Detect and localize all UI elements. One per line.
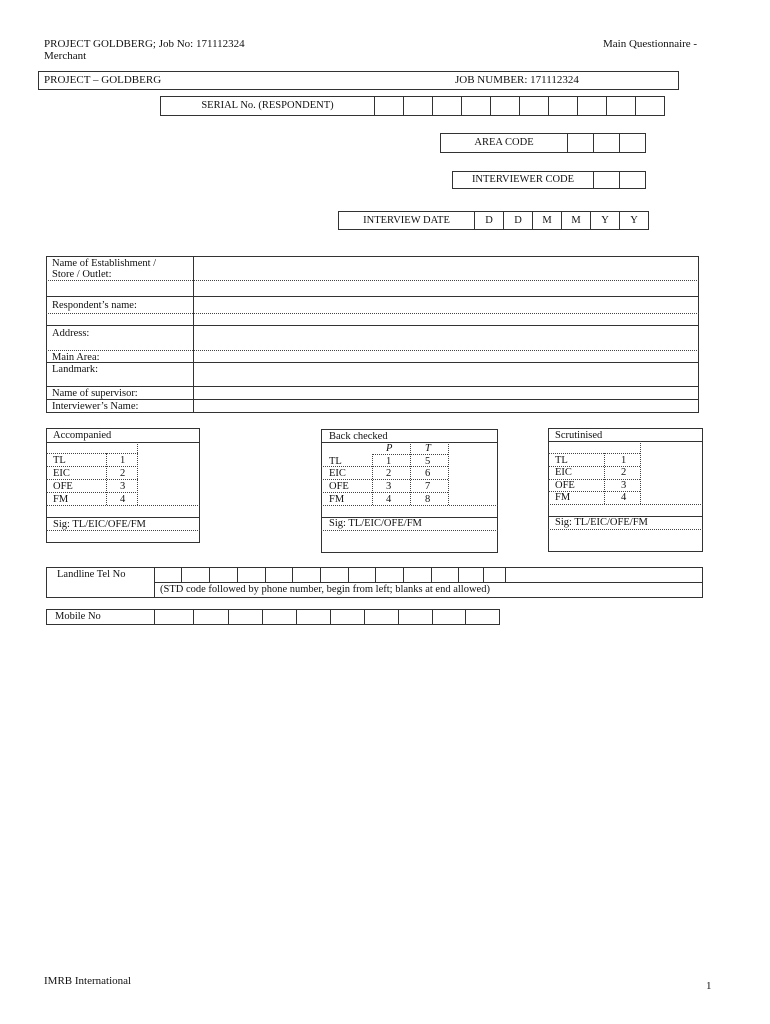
serial-digit-box[interactable] <box>461 96 491 116</box>
interview-date-box[interactable]: M <box>561 211 591 230</box>
back-checked-p: 3 <box>386 481 392 492</box>
serial-digit-box[interactable] <box>432 96 462 116</box>
landline-digit-box[interactable] <box>459 567 484 582</box>
landline-digit-box[interactable] <box>266 567 293 582</box>
back-checked-title: Back checked <box>329 431 388 442</box>
landmark-field[interactable] <box>194 363 698 386</box>
serial-digit-box[interactable] <box>577 96 607 116</box>
respondent-name-label: Respondent’s name: <box>52 300 137 311</box>
back-checked-code: TL <box>329 456 342 467</box>
landline-digit-box[interactable] <box>154 567 182 582</box>
landline-digit-box[interactable] <box>484 567 506 582</box>
scrutinised-title: Scrutinised <box>555 430 603 441</box>
interview-date-box[interactable]: D <box>474 211 504 230</box>
serial-label: SERIAL No. (RESPONDENT) <box>160 96 375 116</box>
supervisor-label: Name of supervisor: <box>52 388 138 399</box>
establishment-label-1: Name of Establishment / <box>52 258 157 269</box>
accompanied-code: OFE <box>53 481 73 492</box>
landmark-label: Landmark: <box>52 364 99 375</box>
respondent-name-field[interactable] <box>194 297 698 313</box>
interview-date-label: INTERVIEW DATE <box>338 211 475 230</box>
accompanied-code: EIC <box>53 468 70 479</box>
mobile-digit-box[interactable] <box>364 609 398 625</box>
main-area-label: Main Area: <box>52 352 100 363</box>
serial-digit-box[interactable] <box>403 96 433 116</box>
interview-date-box[interactable]: D <box>503 211 533 230</box>
back-checked-p-header: P <box>386 443 393 454</box>
interviewer-name-label: Interviewer’s Name: <box>52 401 139 412</box>
back-checked-code: FM <box>329 494 345 505</box>
scrutinised-code: FM <box>555 492 571 503</box>
landline-digit-box[interactable] <box>404 567 432 582</box>
address-label: Address: <box>52 328 90 339</box>
landline-digit-box[interactable] <box>349 567 376 582</box>
area-code-digit-box[interactable] <box>567 133 594 153</box>
landline-digit-box[interactable] <box>182 567 210 582</box>
back-checked-t: 6 <box>425 468 431 479</box>
landline-digit-box[interactable] <box>432 567 459 582</box>
back-checked-code: OFE <box>329 481 349 492</box>
accompanied-num: 1 <box>120 455 126 466</box>
std-code-note: (STD code followed by phone number, begin from left; blanks at end allowed) <box>160 584 490 595</box>
back-checked-t-header: T <box>425 443 431 454</box>
accompanied-code: TL <box>53 455 66 466</box>
mobile-digit-box[interactable] <box>398 609 432 625</box>
landline-digit-box[interactable] <box>210 567 238 582</box>
accompanied-num: 4 <box>120 494 126 505</box>
landline-digit-box[interactable] <box>293 567 321 582</box>
back-checked-code: EIC <box>329 468 346 479</box>
scrutinised-signature-label: Sig: TL/EIC/OFE/FM <box>555 517 648 528</box>
header-title: PROJECT GOLDBERG; Job No: 171112324 <box>44 38 245 50</box>
interviewer-code-label: INTERVIEWER CODE <box>452 171 594 189</box>
interview-date-box[interactable]: Y <box>590 211 620 230</box>
interview-date-box[interactable]: M <box>532 211 562 230</box>
landline-digit-box[interactable] <box>321 567 349 582</box>
serial-digit-box[interactable] <box>635 96 665 116</box>
project-bar <box>38 71 679 90</box>
back-checked-t: 8 <box>425 494 431 505</box>
accompanied-num: 2 <box>120 468 126 479</box>
back-checked-p: 2 <box>386 468 392 479</box>
interviewer-name-field[interactable] <box>194 400 698 412</box>
mobile-digit-box[interactable] <box>154 609 193 625</box>
scrutinised-code: OFE <box>555 480 575 491</box>
mobile-digit-box[interactable] <box>499 609 500 625</box>
area-code-label: AREA CODE <box>440 133 568 153</box>
back-checked-t: 5 <box>425 456 431 467</box>
scrutinised-num: 4 <box>621 492 627 503</box>
project-name: PROJECT – GOLDBERG <box>44 74 162 86</box>
address-field[interactable] <box>194 326 698 350</box>
back-checked-t: 7 <box>425 481 431 492</box>
mobile-digit-box[interactable] <box>262 609 296 625</box>
header-subtitle: Merchant <box>44 50 87 62</box>
mobile-digit-box[interactable] <box>296 609 330 625</box>
supervisor-field[interactable] <box>194 387 698 399</box>
job-number: JOB NUMBER: 171112324 <box>455 74 579 86</box>
accompanied-code: FM <box>53 494 69 505</box>
landline-digit-box[interactable] <box>238 567 266 582</box>
establishment-field[interactable] <box>194 257 698 280</box>
scrutinised-code: TL <box>555 455 568 466</box>
mobile-label: Mobile No <box>55 611 101 622</box>
accompanied-num: 3 <box>120 481 126 492</box>
serial-digit-box[interactable] <box>490 96 520 116</box>
serial-digit-box[interactable] <box>374 96 404 116</box>
mobile-digit-box[interactable] <box>228 609 262 625</box>
back-checked-p: 4 <box>386 494 392 505</box>
mobile-digit-box[interactable] <box>193 609 228 625</box>
interviewer-code-digit-box[interactable] <box>619 171 646 189</box>
header-right: Main Questionnaire - <box>603 38 698 50</box>
serial-digit-box[interactable] <box>548 96 578 116</box>
area-code-digit-box[interactable] <box>619 133 646 153</box>
serial-digit-box[interactable] <box>606 96 636 116</box>
scrutinised-num: 1 <box>621 455 627 466</box>
interview-date-box[interactable]: Y <box>619 211 649 230</box>
back-checked-p: 1 <box>386 456 392 467</box>
scrutinised-num: 3 <box>621 480 627 491</box>
landline-digit-box[interactable] <box>376 567 404 582</box>
mobile-digit-box[interactable] <box>465 609 499 625</box>
accompanied-title: Accompanied <box>53 430 112 441</box>
mobile-digit-box[interactable] <box>432 609 465 625</box>
page-number: 1 <box>706 980 712 992</box>
scrutinised-num: 2 <box>621 467 627 478</box>
establishment-label-2: Store / Outlet: <box>52 269 112 280</box>
scrutinised-code: EIC <box>555 467 572 478</box>
interviewer-code-digit-box[interactable] <box>593 171 620 189</box>
mobile-digit-box[interactable] <box>330 609 364 625</box>
footer-company: IMRB International <box>44 975 132 987</box>
landline-label: Landline Tel No <box>57 569 126 580</box>
accompanied-signature-label: Sig: TL/EIC/OFE/FM <box>53 519 146 530</box>
serial-digit-box[interactable] <box>519 96 549 116</box>
back-checked-signature-label: Sig: TL/EIC/OFE/FM <box>329 518 422 529</box>
area-code-digit-box[interactable] <box>593 133 620 153</box>
